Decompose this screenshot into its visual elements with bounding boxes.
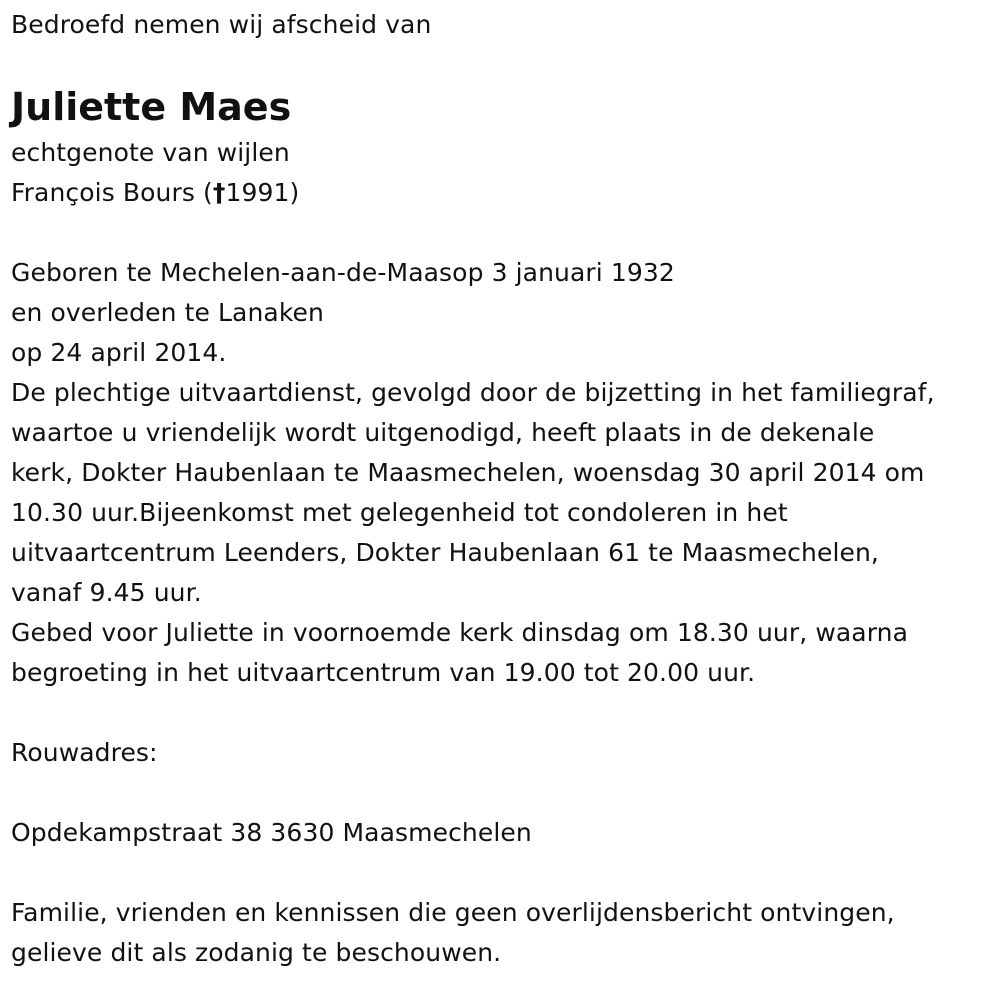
- details-line: 10.30 uur.Bijeenkomst met gelegenheid tot condoleren in het: [11, 498, 788, 527]
- spouse-line: echtgenote van wijlen: [11, 138, 290, 167]
- spouse-name-line: [11, 173, 299, 213]
- mourning-address: Opdekampstraat 38 3630 Maasmechelen: [11, 818, 532, 847]
- details-line: waartoe u vriendelijk wordt uitgenodigd, heeft plaats in de dekenale: [11, 418, 875, 447]
- details-line: vanaf 9.45 uur.: [11, 578, 202, 607]
- cross-icon: †: [212, 178, 226, 207]
- closing-paragraph: [11, 893, 895, 973]
- details-line: De plechtige uitvaartdienst, gevolgd door de bijzetting in het familiegraf,: [11, 378, 935, 407]
- details-line: en overleden te Lanaken: [11, 298, 324, 327]
- details-paragraph: [11, 253, 935, 693]
- details-line: Gebed voor Juliette in voornoemde kerk dinsdag om 18.30 uur, waarna: [11, 618, 909, 647]
- details-line: op 24 april 2014.: [11, 338, 227, 367]
- spouse-death-year: 1991): [225, 178, 300, 207]
- details-line: kerk, Dokter Haubenlaan te Maasmechelen, woensdag 30 april 2014 om: [11, 458, 925, 487]
- closing-line: gelieve dit als zodanig te beschouwen.: [11, 938, 502, 967]
- details-line: uitvaartcentrum Leenders, Dokter Haubenlaan 61 te Maasmechelen,: [11, 538, 879, 567]
- intro-text: Bedroefd nemen wij afscheid van: [11, 10, 432, 39]
- spouse-name-text: François Bours (: [11, 178, 213, 207]
- details-line: Geboren te Mechelen-aan-de-Maasop 3 januari 1932: [11, 258, 675, 287]
- closing-line: Familie, vrienden en kennissen die geen overlijdensbericht ontvingen,: [11, 898, 895, 927]
- deceased-name: Juliette Maes: [11, 85, 292, 129]
- details-line: begroeting in het uitvaartcentrum van 19.00 tot 20.00 uur.: [11, 658, 756, 687]
- spouse-info: [11, 133, 299, 213]
- address-label: Rouwadres:: [11, 738, 158, 767]
